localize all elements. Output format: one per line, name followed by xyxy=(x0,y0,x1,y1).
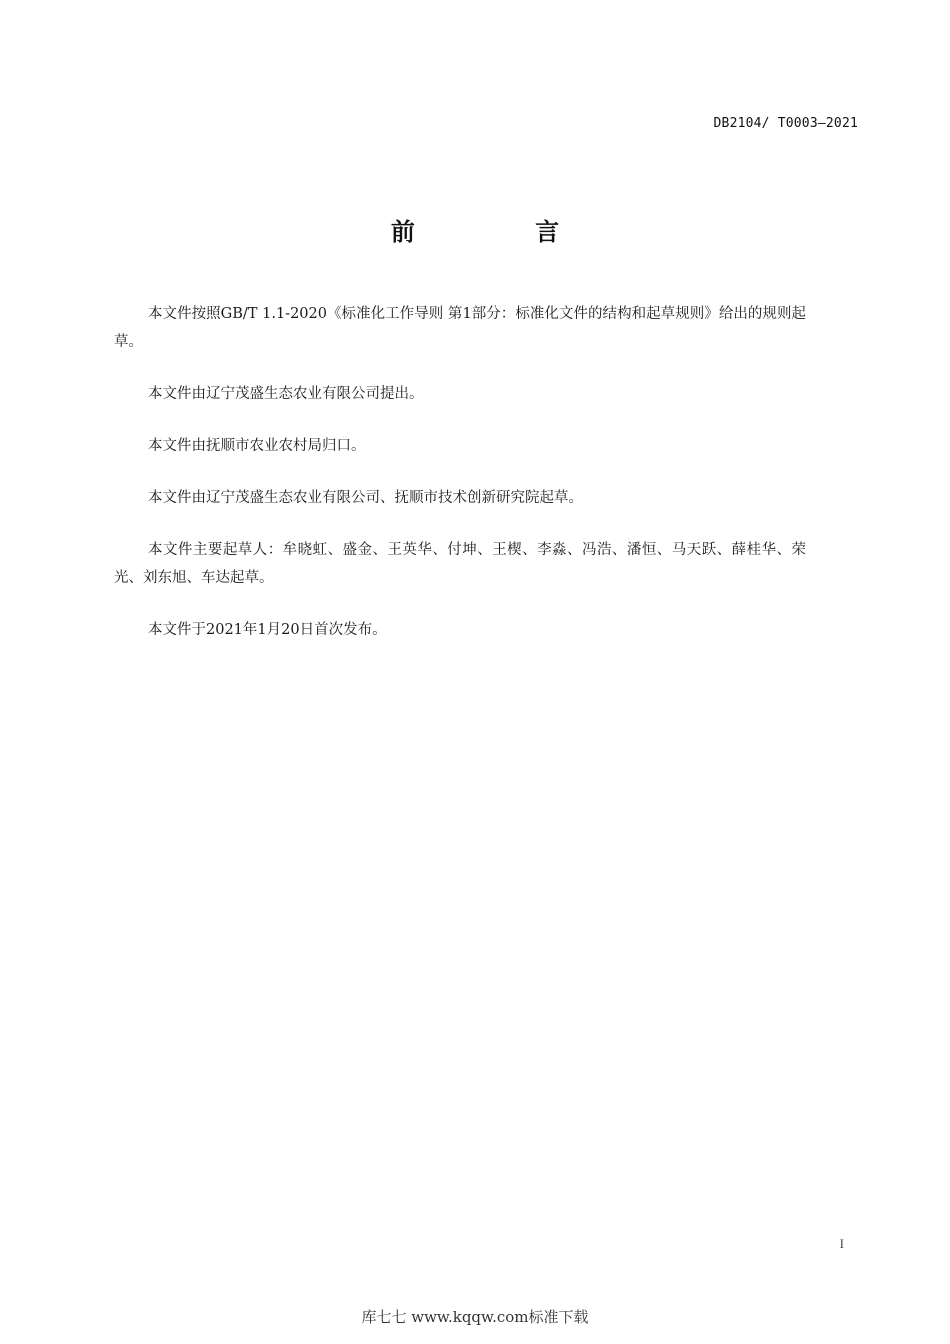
paragraph-drafting-units: 本文件由辽宁茂盛生态农业有限公司、抚顺市技术创新研究院起草。 xyxy=(148,490,583,506)
footer-watermark: 库七七 www.kqqw.com标准下载 xyxy=(361,1308,589,1326)
paragraph-administrator: 本文件由抚顺市农业农村局归口。 xyxy=(148,438,366,454)
paragraph-proposer: 本文件由辽宁茂盛生态农业有限公司提出。 xyxy=(148,386,424,402)
paragraph-drafters: 本文件主要起草人：牟晓虹、盛金、王英华、付坤、王楔、李淼、冯浩、潘恒、马天跃、薛桂华、荣光、刘东旭、车达起草。 xyxy=(114,542,806,586)
paragraph-drafting-rules: 本文件按照GB/T 1.1-2020《标准化工作导则 第1部分：标准化文件的结构和起草规则》给出的规则起草。 xyxy=(114,306,806,350)
document-code: DB2104/ T0003—2021 xyxy=(713,116,858,131)
page-title: 前 言 xyxy=(390,218,616,246)
paragraph-release-date: 本文件于2021年1月20日首次发布。 xyxy=(148,622,387,638)
foreword-body xyxy=(114,300,806,668)
page-number: I xyxy=(839,1236,844,1251)
